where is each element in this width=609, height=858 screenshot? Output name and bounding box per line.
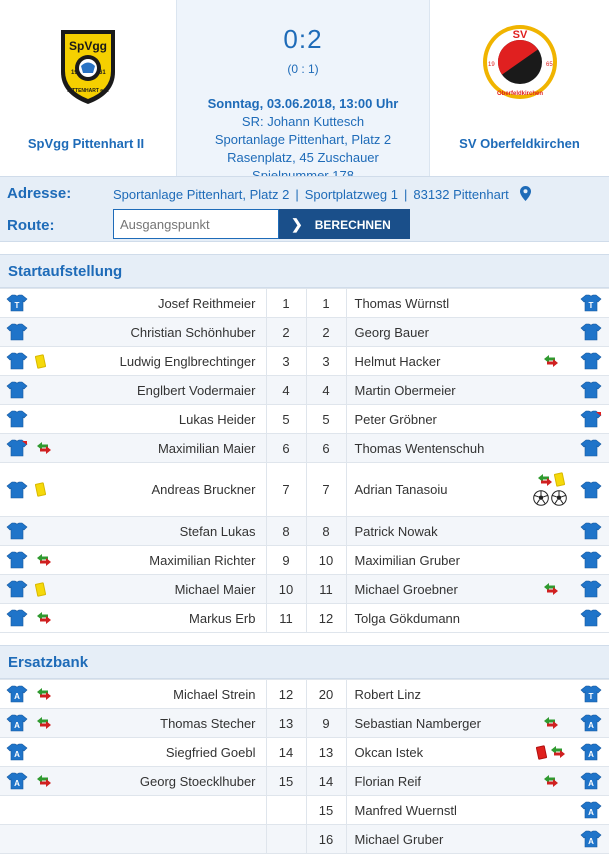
substitution-icon bbox=[36, 688, 52, 700]
home-player-number: 3 bbox=[266, 347, 306, 376]
away-jersey-cell bbox=[573, 405, 609, 434]
away-player-name[interactable]: Peter Gröbner bbox=[346, 405, 527, 434]
svg-text:A: A bbox=[588, 750, 594, 759]
home-player-name[interactable]: Josef Reithmeier bbox=[70, 289, 266, 318]
jersey-icon bbox=[580, 743, 602, 761]
away-player-number: 16 bbox=[306, 825, 346, 854]
away-logo-text: SV bbox=[512, 29, 527, 41]
home-jersey-cell bbox=[0, 796, 34, 825]
address-street: Sportplatzweg 1 bbox=[304, 187, 398, 202]
jersey-icon bbox=[580, 323, 602, 341]
home-events-cell bbox=[34, 376, 70, 405]
home-events-cell bbox=[34, 405, 70, 434]
jersey-icon bbox=[580, 410, 602, 428]
away-player-number: 5 bbox=[306, 405, 346, 434]
svg-text:T: T bbox=[14, 301, 20, 310]
home-jersey-cell bbox=[0, 318, 34, 347]
substitution-icon bbox=[543, 775, 559, 787]
away-jersey-cell bbox=[573, 376, 609, 405]
home-jersey-cell bbox=[0, 546, 34, 575]
jersey-icon bbox=[6, 410, 28, 428]
home-player-name[interactable]: Markus Erb bbox=[70, 604, 266, 633]
home-player-name[interactable]: Michael Strein bbox=[70, 680, 266, 709]
map-pin-icon[interactable] bbox=[520, 186, 531, 201]
home-events-cell bbox=[34, 546, 70, 575]
home-events-cell bbox=[34, 825, 70, 854]
svg-text:A: A bbox=[588, 779, 594, 788]
lineup-row bbox=[0, 796, 609, 825]
home-events-cell bbox=[34, 318, 70, 347]
address-separator: | bbox=[403, 187, 408, 202]
yellow-card-icon bbox=[35, 482, 47, 497]
away-jersey-cell bbox=[573, 796, 609, 825]
referee: SR: Johann Kuttesch bbox=[241, 114, 365, 129]
lineup-row bbox=[0, 767, 609, 796]
lineup-row bbox=[0, 318, 609, 347]
away-player-number: 14 bbox=[306, 767, 346, 796]
home-player-name[interactable]: Georg Stoecklhuber bbox=[70, 767, 266, 796]
away-player-name[interactable]: Sebastian Namberger bbox=[346, 709, 527, 738]
away-team[interactable] bbox=[430, 0, 609, 176]
jersey-icon bbox=[580, 714, 602, 732]
home-team[interactable] bbox=[0, 0, 176, 176]
jersey-icon bbox=[6, 551, 28, 569]
jersey-icon bbox=[580, 580, 602, 598]
lineup-row bbox=[0, 289, 609, 318]
jersey-icon bbox=[6, 323, 28, 341]
red-card-icon bbox=[535, 745, 547, 760]
home-team-logo bbox=[57, 26, 119, 106]
home-events-cell bbox=[34, 680, 70, 709]
lineup-row bbox=[0, 825, 609, 854]
away-player-number: 1 bbox=[306, 289, 346, 318]
away-jersey-cell bbox=[573, 825, 609, 854]
section-title-bench: Ersatzbank bbox=[0, 645, 609, 679]
jersey-icon bbox=[580, 801, 602, 819]
venue: Sportanlage Pittenhart, Platz 2 bbox=[214, 132, 392, 147]
jersey-icon bbox=[580, 685, 602, 703]
svg-text:65: 65 bbox=[545, 62, 553, 68]
away-events-cell bbox=[527, 604, 573, 633]
home-jersey-cell bbox=[0, 680, 34, 709]
home-player-number: 7 bbox=[266, 463, 306, 517]
home-player-name[interactable]: Christian Schönhuber bbox=[70, 318, 266, 347]
away-player-name[interactable]: Michael Groebner bbox=[346, 575, 527, 604]
lineup-row bbox=[0, 738, 609, 767]
lineup-row bbox=[0, 517, 609, 546]
svg-text:A: A bbox=[14, 750, 20, 759]
away-team-name[interactable]: SV Oberfeldkirchen bbox=[459, 136, 580, 151]
address-panel bbox=[0, 176, 609, 242]
route-calculate-label: BERECHNEN bbox=[314, 217, 391, 232]
away-events-cell bbox=[527, 680, 573, 709]
svg-text:61: 61 bbox=[99, 70, 106, 76]
home-jersey-cell bbox=[0, 767, 34, 796]
away-player-name[interactable]: Thomas Wentenschuh bbox=[346, 434, 527, 463]
home-events-cell bbox=[34, 434, 70, 463]
away-player-name[interactable]: Maximilian Gruber bbox=[346, 546, 527, 575]
home-events-cell bbox=[34, 347, 70, 376]
match-info bbox=[177, 95, 429, 185]
lineup-row bbox=[0, 463, 609, 517]
away-jersey-cell bbox=[573, 709, 609, 738]
home-player-name[interactable]: Thomas Stecher bbox=[70, 709, 266, 738]
away-events-cell bbox=[527, 825, 573, 854]
away-jersey-cell bbox=[573, 604, 609, 633]
home-player-number: 14 bbox=[266, 738, 306, 767]
home-jersey-cell bbox=[0, 825, 34, 854]
away-player-number: 3 bbox=[306, 347, 346, 376]
away-player-name[interactable]: Georg Bauer bbox=[346, 318, 527, 347]
away-events-cell bbox=[527, 517, 573, 546]
svg-text:T: T bbox=[588, 301, 594, 310]
address-line[interactable] bbox=[113, 186, 531, 202]
home-player-number: 4 bbox=[266, 376, 306, 405]
jersey-icon bbox=[580, 609, 602, 627]
home-events-cell bbox=[34, 767, 70, 796]
jersey-icon bbox=[6, 743, 28, 761]
home-player-number: 12 bbox=[266, 680, 306, 709]
away-logo-subtext: Oberfeldkirchen bbox=[496, 91, 543, 97]
lineup-row bbox=[0, 575, 609, 604]
away-jersey-cell bbox=[573, 434, 609, 463]
home-events-cell bbox=[34, 517, 70, 546]
away-events-cell bbox=[527, 546, 573, 575]
svg-text:T: T bbox=[588, 692, 594, 701]
jersey-icon bbox=[580, 772, 602, 790]
home-logo-text: SpVgg bbox=[69, 39, 107, 53]
substitution-icon bbox=[36, 612, 52, 624]
home-logo-subtext: PITTENHART e.V. bbox=[67, 88, 109, 94]
away-player-name[interactable]: Robert Linz bbox=[346, 680, 527, 709]
lineup-row bbox=[0, 405, 609, 434]
away-player-name[interactable]: Adrian Tanasoiu bbox=[346, 463, 527, 517]
home-jersey-cell bbox=[0, 289, 34, 318]
home-events-cell bbox=[34, 463, 70, 517]
away-jersey-cell bbox=[573, 347, 609, 376]
away-events-cell bbox=[527, 405, 573, 434]
pitch-spectators: Rasenplatz, 45 Zuschauer bbox=[227, 150, 379, 165]
home-player-name[interactable] bbox=[70, 825, 266, 854]
route-calculate-button[interactable] bbox=[279, 209, 410, 239]
away-jersey-cell bbox=[573, 517, 609, 546]
away-player-number: 8 bbox=[306, 517, 346, 546]
lineup-row bbox=[0, 434, 609, 463]
substitution-icon bbox=[36, 775, 52, 787]
jersey-icon bbox=[6, 352, 28, 370]
home-player-number: 9 bbox=[266, 546, 306, 575]
svg-text:A: A bbox=[588, 808, 594, 817]
address-label: Adresse: bbox=[7, 185, 72, 202]
lineup-row bbox=[0, 347, 609, 376]
jersey-icon bbox=[6, 609, 28, 627]
halftime-score: (0 : 1) bbox=[287, 62, 319, 76]
substitution-icon bbox=[543, 355, 559, 367]
home-player-number bbox=[266, 796, 306, 825]
away-jersey-cell bbox=[573, 289, 609, 318]
away-player-name[interactable]: Martin Obermeier bbox=[346, 376, 527, 405]
away-jersey-cell bbox=[573, 546, 609, 575]
home-jersey-cell bbox=[0, 405, 34, 434]
home-player-number: 8 bbox=[266, 517, 306, 546]
away-events-cell bbox=[527, 347, 573, 376]
home-jersey-cell bbox=[0, 463, 34, 517]
away-player-number: 15 bbox=[306, 796, 346, 825]
jersey-icon bbox=[580, 294, 602, 312]
away-team-logo bbox=[480, 22, 560, 102]
svg-text:A: A bbox=[588, 837, 594, 846]
home-player-name[interactable]: Englbert Vodermaier bbox=[70, 376, 266, 405]
address-city: 83132 Pittenhart bbox=[413, 187, 509, 202]
home-player-number: 10 bbox=[266, 575, 306, 604]
jersey-icon bbox=[6, 481, 28, 499]
jersey-icon bbox=[6, 294, 28, 312]
home-events-cell bbox=[34, 796, 70, 825]
away-events-cell bbox=[527, 709, 573, 738]
jersey-icon bbox=[6, 580, 28, 598]
away-player-name[interactable]: Tolga Gökdumann bbox=[346, 604, 527, 633]
home-player-number: 6 bbox=[266, 434, 306, 463]
away-player-name[interactable]: Patrick Nowak bbox=[346, 517, 527, 546]
route-start-input[interactable] bbox=[113, 209, 279, 239]
home-player-name[interactable]: Michael Maier bbox=[70, 575, 266, 604]
away-events-cell bbox=[527, 575, 573, 604]
section-title-starting: Startaufstellung bbox=[0, 254, 609, 288]
away-jersey-cell bbox=[573, 767, 609, 796]
jersey-icon bbox=[580, 381, 602, 399]
home-jersey-cell bbox=[0, 434, 34, 463]
away-events-cell bbox=[527, 376, 573, 405]
home-player-name[interactable]: Andreas Bruckner bbox=[70, 463, 266, 517]
address-separator: | bbox=[295, 187, 299, 202]
home-player-number bbox=[266, 825, 306, 854]
goal-ball-icon bbox=[551, 490, 567, 506]
away-player-number: 11 bbox=[306, 575, 346, 604]
home-player-number: 5 bbox=[266, 405, 306, 434]
home-player-name[interactable] bbox=[70, 796, 266, 825]
jersey-icon bbox=[6, 714, 28, 732]
lineup-row bbox=[0, 680, 609, 709]
home-player-number: 2 bbox=[266, 318, 306, 347]
home-events-cell bbox=[34, 604, 70, 633]
jersey-icon bbox=[6, 439, 28, 457]
away-jersey-cell bbox=[573, 575, 609, 604]
home-jersey-cell bbox=[0, 575, 34, 604]
substitution-icon bbox=[36, 554, 52, 566]
jersey-icon bbox=[580, 551, 602, 569]
away-player-number: 20 bbox=[306, 680, 346, 709]
home-player-name[interactable]: Siegfried Goebl bbox=[70, 738, 266, 767]
jersey-icon bbox=[6, 772, 28, 790]
match-center bbox=[176, 0, 430, 176]
home-jersey-cell bbox=[0, 738, 34, 767]
away-jersey-cell bbox=[573, 463, 609, 517]
substitution-icon bbox=[543, 583, 559, 595]
svg-text:A: A bbox=[588, 721, 594, 730]
home-jersey-cell bbox=[0, 347, 34, 376]
home-events-cell bbox=[34, 289, 70, 318]
home-events-cell bbox=[34, 738, 70, 767]
home-events-cell bbox=[34, 575, 70, 604]
jersey-icon bbox=[6, 522, 28, 540]
away-player-number: 9 bbox=[306, 709, 346, 738]
goal-ball-icon bbox=[533, 490, 549, 506]
substitution-icon bbox=[36, 442, 52, 454]
home-player-name[interactable]: Ludwig Englbrechtinger bbox=[70, 347, 266, 376]
away-jersey-cell bbox=[573, 738, 609, 767]
home-player-number: 15 bbox=[266, 767, 306, 796]
home-jersey-cell bbox=[0, 709, 34, 738]
substitution-icon bbox=[550, 746, 566, 758]
away-events-cell bbox=[527, 767, 573, 796]
away-player-name[interactable]: Okcan Istek bbox=[346, 738, 527, 767]
route-label: Route: bbox=[7, 217, 55, 234]
away-events-cell bbox=[527, 318, 573, 347]
svg-text:19: 19 bbox=[487, 62, 495, 68]
jersey-icon bbox=[580, 830, 602, 848]
lineup-row bbox=[0, 546, 609, 575]
away-player-number: 13 bbox=[306, 738, 346, 767]
home-player-name[interactable]: Stefan Lukas bbox=[70, 517, 266, 546]
away-player-number: 2 bbox=[306, 318, 346, 347]
away-events-cell bbox=[527, 289, 573, 318]
away-events-cell bbox=[527, 738, 573, 767]
yellow-card-icon bbox=[553, 472, 565, 487]
away-player-number: 4 bbox=[306, 376, 346, 405]
home-jersey-cell bbox=[0, 517, 34, 546]
match-header bbox=[0, 0, 609, 176]
jersey-icon bbox=[6, 381, 28, 399]
away-jersey-cell bbox=[573, 318, 609, 347]
lineup-row bbox=[0, 709, 609, 738]
away-player-number: 10 bbox=[306, 546, 346, 575]
yellow-card-icon bbox=[35, 354, 47, 369]
jersey-icon bbox=[580, 352, 602, 370]
svg-text:A: A bbox=[14, 692, 20, 701]
home-player-name[interactable]: Lukas Heider bbox=[70, 405, 266, 434]
home-player-number: 11 bbox=[266, 604, 306, 633]
substitution-icon bbox=[36, 717, 52, 729]
starting-lineup-table bbox=[0, 288, 609, 633]
away-player-number: 12 bbox=[306, 604, 346, 633]
away-player-name[interactable]: Manfred Wuernstl bbox=[346, 796, 527, 825]
match-date: Sonntag, 03.06.2018, 13:00 Uhr bbox=[207, 96, 399, 111]
svg-text:A: A bbox=[14, 721, 20, 730]
address-venue: Sportanlage Pittenhart, Platz 2 bbox=[113, 187, 290, 202]
home-jersey-cell bbox=[0, 376, 34, 405]
svg-text:A: A bbox=[14, 779, 20, 788]
lineup-row bbox=[0, 604, 609, 633]
home-events-cell bbox=[34, 709, 70, 738]
away-player-name[interactable]: Thomas Würnstl bbox=[346, 289, 527, 318]
away-player-name[interactable]: Helmut Hacker bbox=[346, 347, 527, 376]
yellow-card-icon bbox=[35, 582, 47, 597]
lineup-row bbox=[0, 376, 609, 405]
jersey-icon bbox=[6, 685, 28, 703]
jersey-icon bbox=[580, 481, 602, 499]
away-player-number: 6 bbox=[306, 434, 346, 463]
substitution-icon bbox=[543, 717, 559, 729]
home-jersey-cell bbox=[0, 604, 34, 633]
away-player-number: 7 bbox=[306, 463, 346, 517]
home-player-name[interactable]: Maximilian Richter bbox=[70, 546, 266, 575]
substitution-icon bbox=[537, 474, 553, 486]
away-jersey-cell bbox=[573, 680, 609, 709]
jersey-icon bbox=[580, 439, 602, 457]
home-player-name[interactable]: Maximilian Maier bbox=[70, 434, 266, 463]
bench-table bbox=[0, 679, 609, 854]
final-score: 0:2 bbox=[283, 24, 323, 54]
away-player-name[interactable]: Florian Reif bbox=[346, 767, 527, 796]
away-player-name[interactable]: Michael Gruber bbox=[346, 825, 527, 854]
away-events-cell bbox=[527, 463, 573, 517]
jersey-icon bbox=[580, 522, 602, 540]
away-events-cell bbox=[527, 796, 573, 825]
chevron-right-icon: ❯ bbox=[291, 215, 303, 232]
home-team-name[interactable]: SpVgg Pittenhart II bbox=[27, 136, 145, 151]
home-player-number: 13 bbox=[266, 709, 306, 738]
home-player-number: 1 bbox=[266, 289, 306, 318]
svg-text:19: 19 bbox=[71, 70, 78, 76]
away-events-cell bbox=[527, 434, 573, 463]
